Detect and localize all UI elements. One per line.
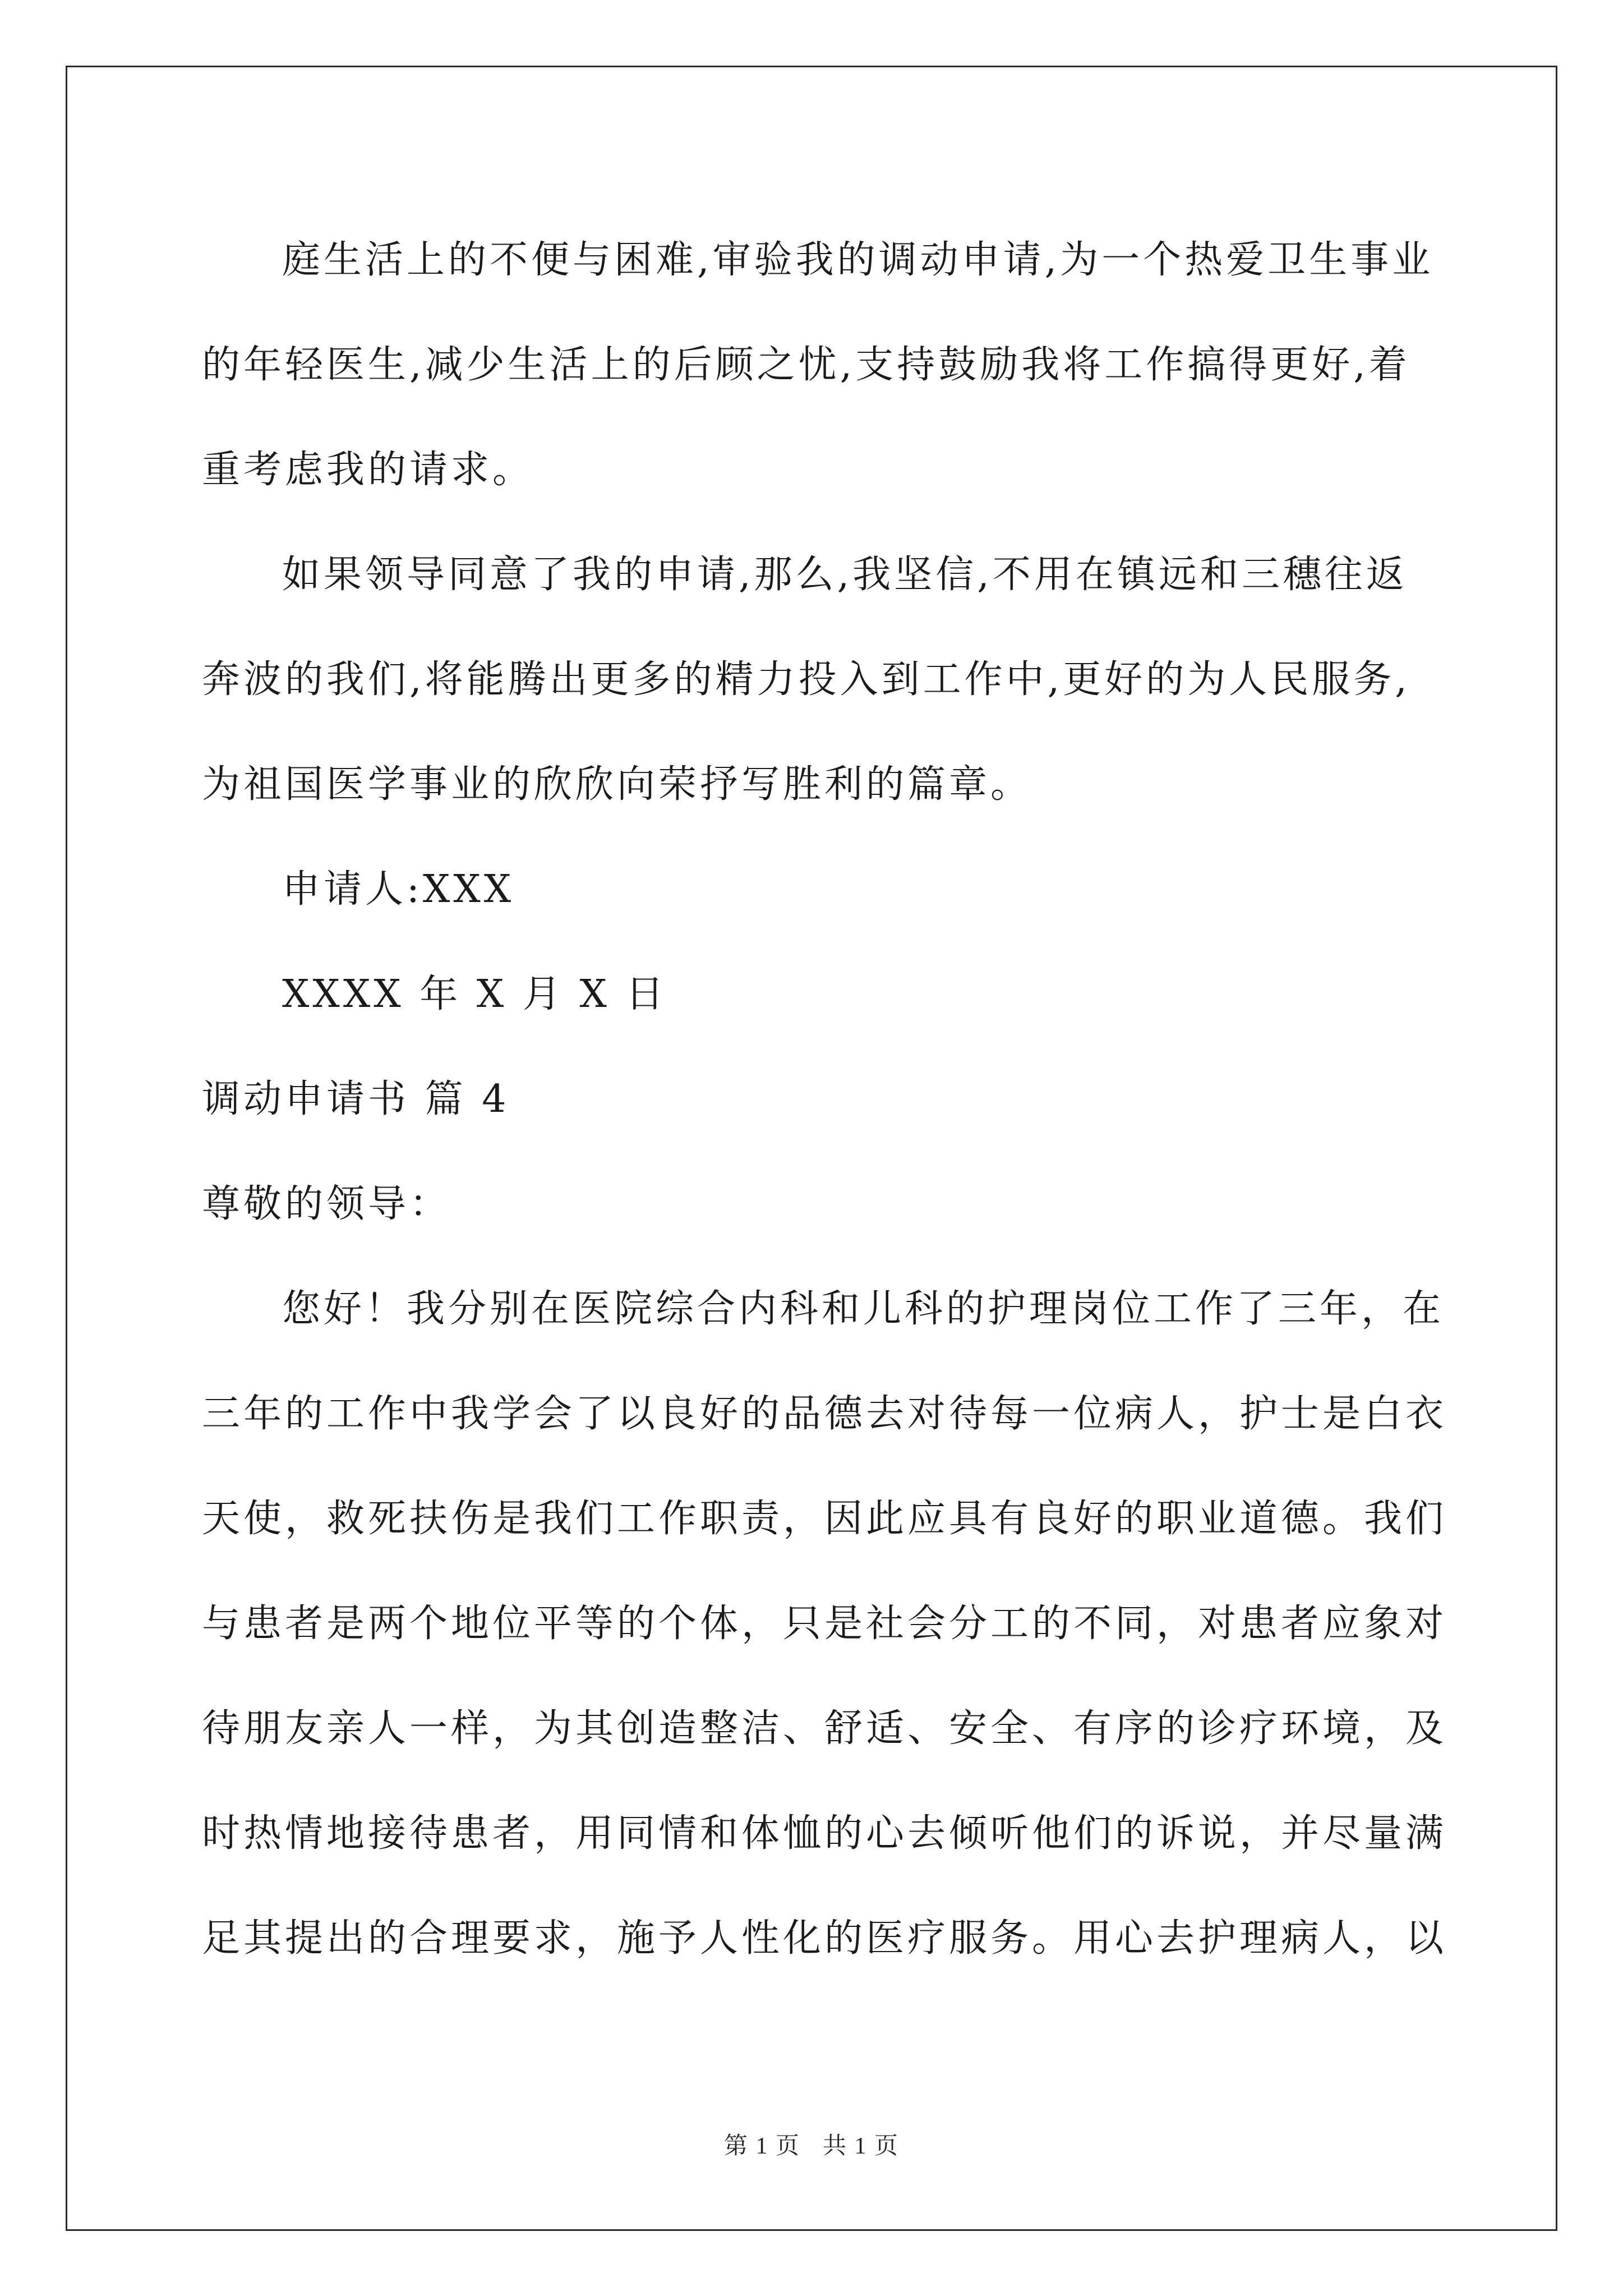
paragraph-line: 您好！我分别在医院综合内科和儿科的护理岗位工作了三年，在 (282, 1287, 1445, 1331)
page-footer (0, 2127, 1623, 2161)
paragraph-line: 三年的工作中我学会了以良好的品德去对待每一位病人，护士是白衣 (202, 1392, 1447, 1436)
paragraph-line: 重考虑我的请求。 (202, 448, 534, 492)
paragraph-line: 足其提出的合理要求，施予人性化的医疗服务。用心去护理病人，以 (202, 1916, 1447, 1961)
paragraph-line: 待朋友亲人一样，为其创造整洁、舒适、安全、有序的诊疗环境，及 (202, 1706, 1447, 1751)
document-body (202, 208, 1447, 1991)
paragraph-line: 为祖国医学事业的欣欣向荣抒写胜利的篇章。 (202, 762, 1032, 807)
paragraph-line: 如果领导同意了我的申请,那么,我坚信,不用在镇远和三穗往返 (282, 553, 1408, 597)
applicant-line: 申请人:XXX (282, 867, 515, 912)
paragraph-line: 奔波的我们,将能腾出更多的精力投入到工作中,更好的为人民服务, (202, 657, 1410, 702)
page-number: 第 1 页 (723, 2133, 800, 2159)
paragraph-line: 与患者是两个地位平等的个体，只是社会分工的不同，对患者应象对 (202, 1602, 1447, 1646)
paragraph-line: 庭生活上的不便与困难,审验我的调动申请,为一个热爱卫生事业 (282, 238, 1434, 282)
salutation: 尊敬的领导： (202, 1182, 451, 1226)
paragraph-line: 天使，救死扶伤是我们工作职责，因此应具有良好的职业道德。我们 (202, 1497, 1447, 1541)
paragraph-line: 时热情地接待患者，用同情和体恤的心去倾听他们的诉说，并尽量满 (202, 1811, 1447, 1856)
page-total: 共 1 页 (823, 2133, 900, 2159)
section-heading: 调动申请书 篇 4 (202, 1077, 510, 1121)
date-line: XXXX 年 X 月 X 日 (282, 972, 667, 1016)
paragraph-line: 的年轻医生,减少生活上的后顾之忧,支持鼓励我将工作搞得更好,着 (202, 343, 1410, 387)
